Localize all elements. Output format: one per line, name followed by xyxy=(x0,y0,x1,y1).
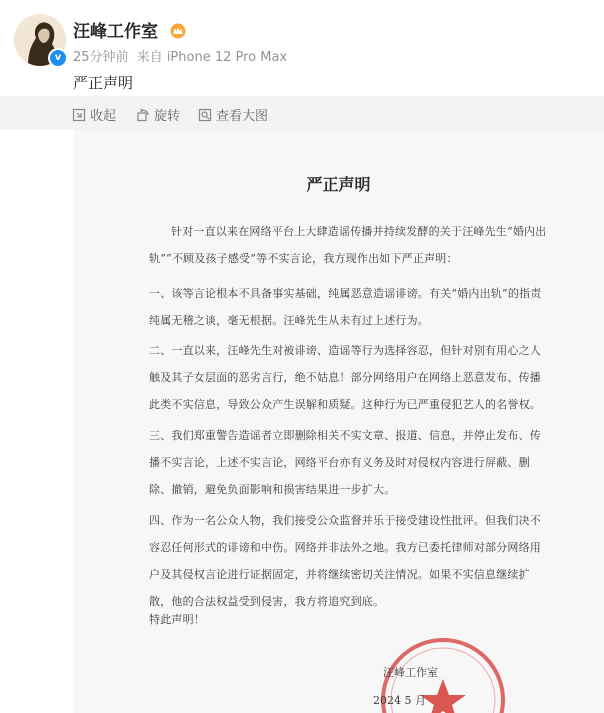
paragraph-3: 三、我们郑重警告造谣者立即删除相关不实文章、报道、信息，并停止发布、传播不实言论，上述不实言论，网络平台亦有义务及时对侵权内容进行屏蔽、删除、撤销，避免负面影响和损害结果进一步扩大。 xyxy=(149,429,541,496)
crown-icon xyxy=(170,23,186,44)
post-time: 25分钟前 xyxy=(73,50,129,65)
view-large-button[interactable]: 查看大图 xyxy=(198,105,268,124)
rotate-icon xyxy=(136,108,150,122)
collect-button[interactable]: 收起 xyxy=(72,105,116,124)
post-image[interactable] xyxy=(0,130,604,713)
verified-badge-icon: v xyxy=(48,48,68,68)
paragraph-closing: 特此声明！ xyxy=(149,613,205,626)
rotate-button[interactable]: 旋转 xyxy=(136,105,180,124)
post-source[interactable]: 来自 iPhone 12 Pro Max xyxy=(136,50,288,65)
image-toolbar xyxy=(0,96,604,130)
post-header xyxy=(0,0,604,96)
signature-name: 汪峰工作室 xyxy=(383,666,438,679)
paragraph-intro: 针对一直以来在网络平台上大肆造谣传播并持续发酵的关于汪峰先生“婚内出轨”“不顾及孩子感受”等不实言论，我方现作出如下严正声明： xyxy=(149,225,547,265)
signature-date: 2024 5 月 xyxy=(373,694,426,707)
statement-document xyxy=(73,130,604,713)
post-text: 严正声明 xyxy=(73,74,134,92)
paragraph-1: 一、该等言论根本不具备事实基础，纯属恶意造谣诽谤。有关“婚内出轨”的指责纯属无稽之谈，毫无根据。汪峰先生从未有过上述行为。 xyxy=(149,287,542,327)
paragraph-2: 二、一直以来，汪峰先生对被诽谤、造谣等行为选择容忍，但针对别有用心之人触及其子女层面的恶劣言行，绝不姑息！部分网络用户在网络上恶意发布、传播此类不实信息，导致公众产生误解和质疑。这种行为已严重侵犯艺人的名誉权。 xyxy=(149,344,541,411)
username[interactable]: 汪峰工作室 xyxy=(73,17,186,44)
zoom-image-icon xyxy=(198,108,212,122)
paragraph-4: 四、作为一名公众人物，我们接受公众监督并乐于接受建设性批评。但我们决不容忍任何形式的诽谤和中伤。网络并非法外之地。我方已委托律师对部分网络用户及其侵权言论进行证据固定，并将继续密切关注情况。如果不实信息继续扩散，他的合法权益受到侵害，我方将追究到底。 xyxy=(149,514,541,608)
post-meta xyxy=(73,46,291,65)
avatar[interactable] xyxy=(14,14,66,66)
document-title: 严正声明 xyxy=(306,175,371,194)
collapse-icon xyxy=(72,108,86,122)
